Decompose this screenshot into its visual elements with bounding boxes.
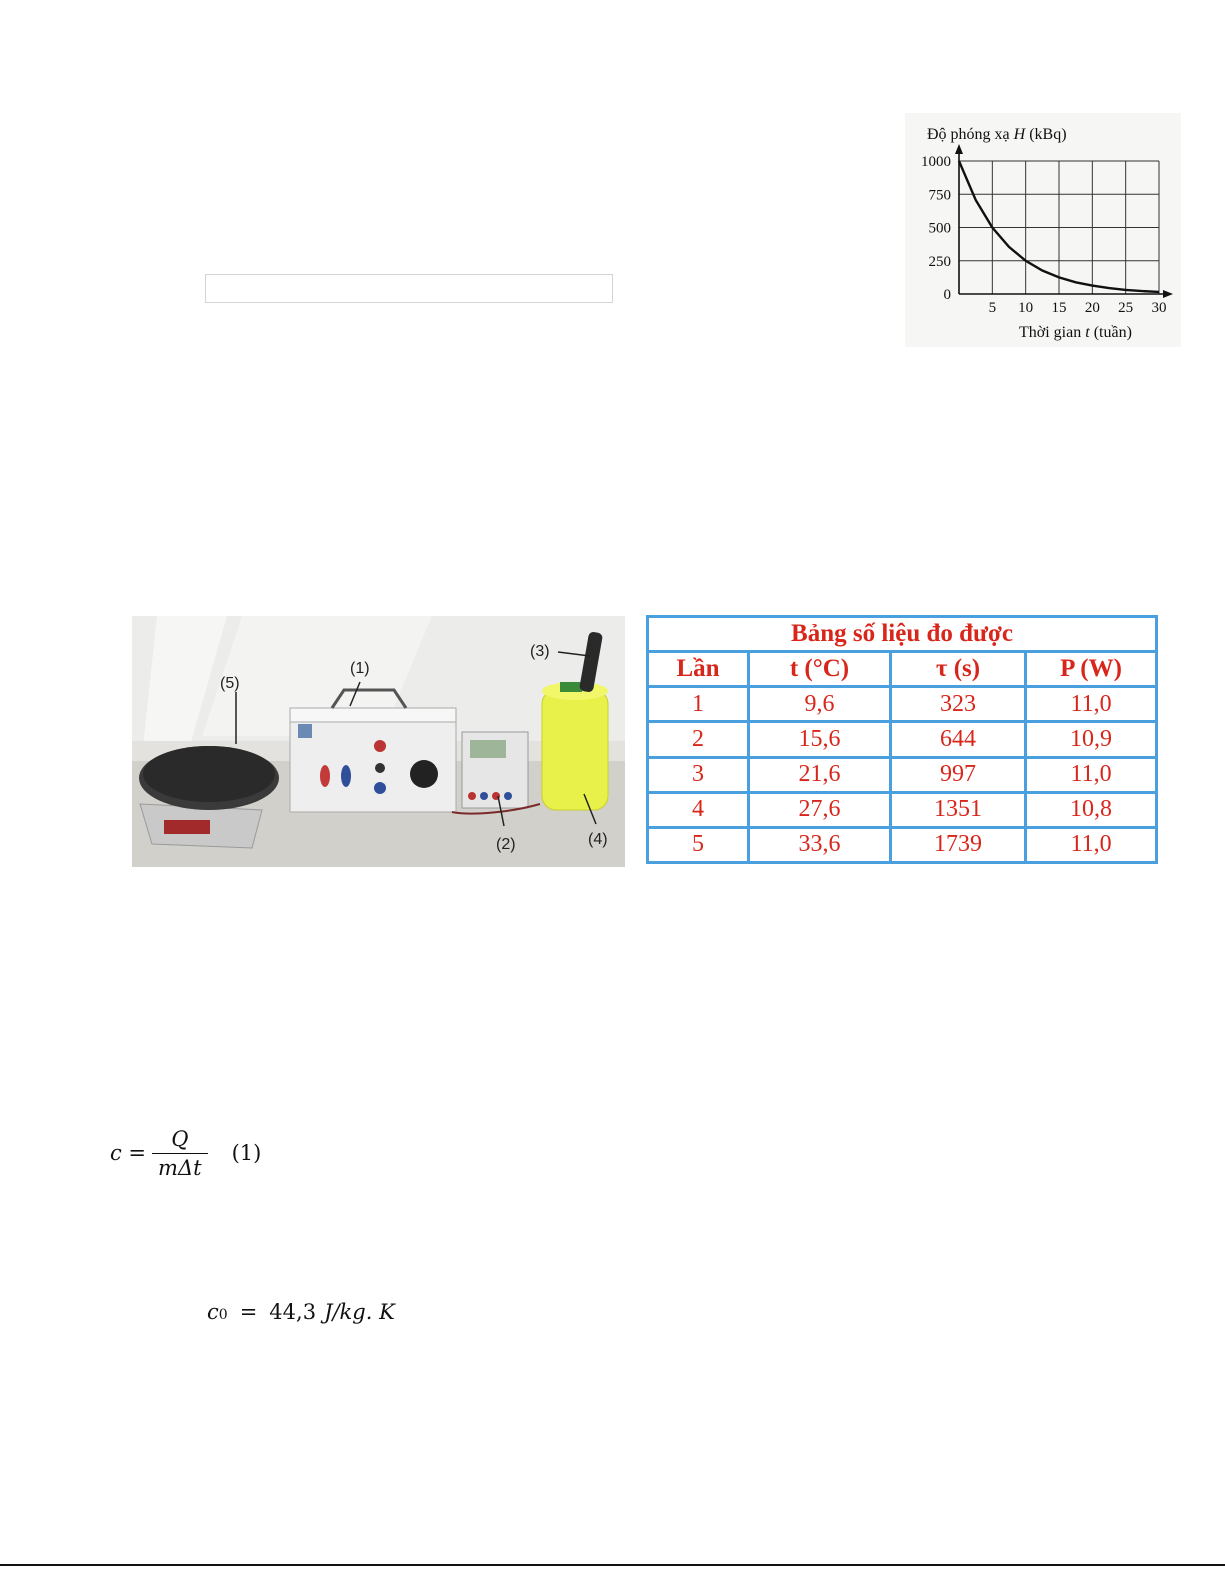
photo-label-3: (3)	[530, 643, 550, 660]
apparatus-photo	[132, 616, 625, 867]
terminal-red	[374, 740, 386, 752]
data-table	[646, 615, 1158, 864]
y-tick-label: 1000	[921, 154, 951, 170]
table-header-cell: t (°C)	[749, 652, 891, 687]
table-header-cell: P (W)	[1026, 652, 1157, 687]
terminal-black	[375, 763, 385, 773]
formula-subscript: 0	[218, 1307, 228, 1323]
y-tick-label: 0	[943, 287, 951, 303]
table-cell: 11,0	[1026, 687, 1157, 722]
formula-unit: J/kg. K	[324, 1300, 395, 1324]
x-tick-label: 20	[1084, 300, 1100, 316]
chart-tick-labels	[921, 154, 1167, 316]
photo-label-1: (1)	[350, 660, 370, 677]
x-tick-label: 5	[988, 300, 997, 316]
chart-xlabel: Thời gian t (tuần)	[1019, 324, 1132, 341]
table-cell: 11,0	[1026, 827, 1157, 862]
table-cell: 10,8	[1026, 792, 1157, 827]
chart-grid	[959, 161, 1159, 294]
table-cell: 33,6	[749, 827, 891, 862]
empty-answer-box	[205, 274, 613, 303]
table-cell: 1739	[891, 827, 1026, 862]
formula-denominator: mΔt	[152, 1153, 208, 1180]
formula-symbol: c	[207, 1300, 219, 1324]
table-cell: 5	[648, 827, 749, 862]
page-bottom-rule	[0, 1564, 1225, 1566]
y-axis-arrow	[955, 144, 963, 154]
table-cell: 2	[648, 722, 749, 757]
power-supply-top	[290, 708, 456, 722]
photo-label-2: (2)	[496, 836, 516, 853]
table-header-cell: τ (s)	[891, 652, 1026, 687]
table-cell: 27,6	[749, 792, 891, 827]
table-cell: 15,6	[749, 722, 891, 757]
photo-label-4: (4)	[588, 831, 608, 848]
y-tick-label: 250	[928, 253, 951, 270]
table-cell: 10,9	[1026, 722, 1157, 757]
data-table-container	[646, 615, 1155, 864]
joulemeter-display	[470, 740, 506, 758]
table-row	[648, 792, 1157, 827]
table-cell: 4	[648, 792, 749, 827]
table-row	[648, 687, 1157, 722]
table-cell: 644	[891, 722, 1026, 757]
table-row	[648, 722, 1157, 757]
chart-ylabel: Độ phóng xạ H (kBq)	[927, 126, 1067, 143]
voltage-knob	[410, 760, 438, 788]
y-tick-label: 750	[928, 187, 951, 204]
table-row	[648, 757, 1157, 792]
table-row	[648, 827, 1157, 862]
formula-numerator: Q	[171, 1126, 189, 1151]
thermometer	[579, 631, 603, 693]
table-cell: 21,6	[749, 757, 891, 792]
formula-specific-heat	[110, 1122, 261, 1184]
blue-lead	[341, 765, 351, 787]
x-tick-label: 10	[1018, 300, 1034, 316]
jack-blue	[480, 792, 488, 800]
x-tick-label: 25	[1118, 300, 1134, 316]
formula-reference-value	[207, 1300, 395, 1324]
y-tick-label: 500	[928, 220, 951, 237]
jack-red	[468, 792, 476, 800]
decay-chart	[905, 113, 1181, 347]
apparatus-illustration	[132, 616, 625, 867]
calorimeter-plug	[560, 682, 582, 692]
table-cell: 9,6	[749, 687, 891, 722]
formula-lhs: c =	[110, 1141, 147, 1165]
scale-display	[164, 820, 210, 834]
terminal-blue	[374, 782, 386, 794]
photo-label-5: (5)	[220, 675, 240, 692]
formula-fraction	[152, 1127, 208, 1180]
table-cell: 1	[648, 687, 749, 722]
x-tick-label: 30	[1151, 300, 1167, 316]
red-lead	[320, 765, 330, 787]
power-supply-body	[290, 708, 456, 812]
table-cell: 3	[648, 757, 749, 792]
formula-equals: =	[239, 1300, 258, 1324]
callout-line-3	[558, 652, 590, 656]
jack-blue	[504, 792, 512, 800]
table-cell: 11,0	[1026, 757, 1157, 792]
table-cell: 323	[891, 687, 1026, 722]
power-supply-logo	[298, 724, 312, 738]
x-axis-arrow	[1163, 290, 1173, 298]
scale-plate-top	[143, 746, 275, 802]
table-caption: Bảng số liệu đo được	[648, 617, 1157, 652]
table-header-cell: Lần	[648, 652, 749, 687]
calorimeter	[542, 690, 608, 810]
formula-value: 44,3	[269, 1300, 317, 1324]
table-cell: 997	[891, 757, 1026, 792]
table-cell: 1351	[891, 792, 1026, 827]
formula-number: (1)	[231, 1141, 262, 1165]
x-tick-label: 15	[1051, 300, 1067, 316]
decay-chart-svg	[905, 113, 1181, 347]
